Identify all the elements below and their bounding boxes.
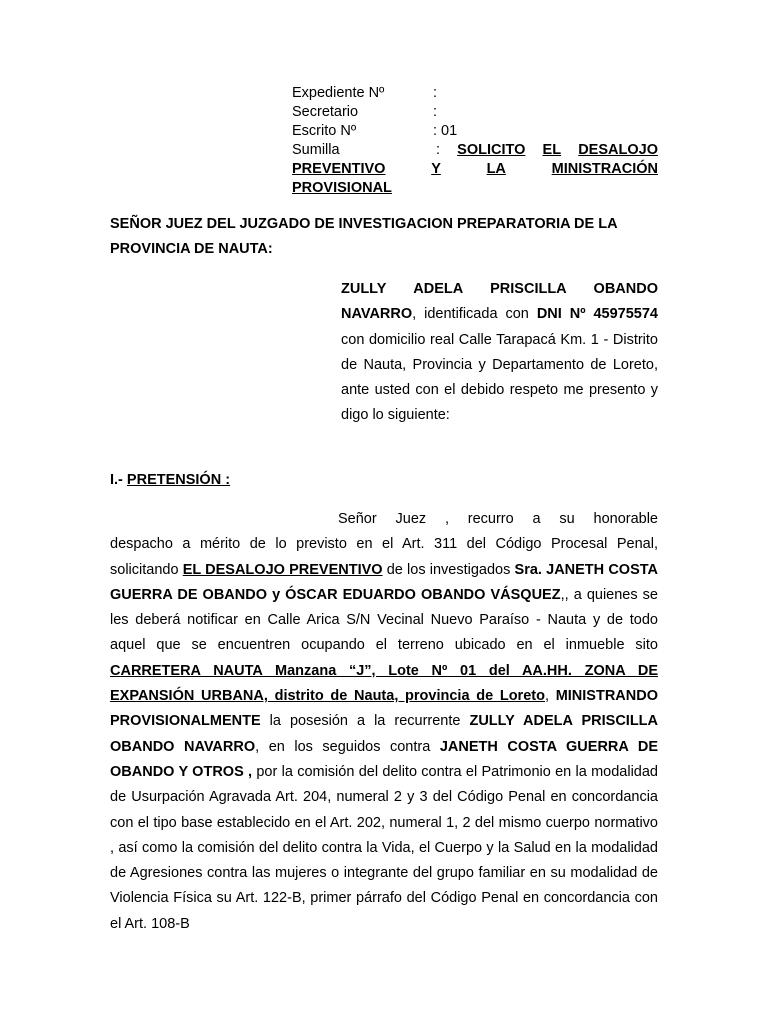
sumilla-word: LA xyxy=(486,161,506,177)
body-word: honorable xyxy=(593,511,658,527)
sumilla-word: SOLICITO xyxy=(457,142,526,158)
body-word: , xyxy=(444,511,449,527)
secretario-value: : xyxy=(433,104,438,120)
sumilla-word: PROVISIONAL xyxy=(292,180,392,196)
section-number: I.- xyxy=(110,472,123,488)
name-word: OBANDO xyxy=(593,281,658,297)
sumilla-colon: : xyxy=(436,142,441,158)
escrito-label: Escrito Nº xyxy=(292,123,357,139)
secretario-row xyxy=(292,103,658,122)
name-surname: NAVARRO xyxy=(341,306,413,323)
section-heading xyxy=(110,470,230,490)
escrito-row xyxy=(292,122,658,141)
sumilla-word: MINISTRACIÓN xyxy=(551,161,658,177)
name-word: PRISCILLA xyxy=(490,281,567,297)
sumilla-value-line-2 xyxy=(292,160,658,179)
body-word: Señor xyxy=(338,511,377,527)
sumilla-value-line-3 xyxy=(292,179,658,198)
secretario-label: Secretario xyxy=(292,104,359,120)
property-address: CARRETERA NAUTA Manzana “J”, Lote Nº 01 del AA.HH. ZONA DE EXPANSIÓN URBANA, distrito de Nauta, provincia de Loreto xyxy=(110,662,658,705)
desalojo-emphasis: EL DESALOJO PREVENTIVO xyxy=(182,561,383,578)
dni-number: DNI Nº 45975574 xyxy=(536,306,658,323)
name-word: ZULLY xyxy=(341,281,387,297)
sumilla-word: Y xyxy=(431,161,441,177)
intro-text: con domicilio real Calle Tarapacá Km. 1 - Distrito de Nauta, Provincia y Departamento de Loreto, ante usted con el debido respeto me presento y digo lo siguiente: xyxy=(341,331,658,424)
body-text-run: por la comisión del delito contra el Patrimonio en la modalidad de Usurpación Agravada Art. 204, numeral 2 y 3 del Código Penal en concordancia con el tipo base establecido en el Art. 202, numeral 1, 2 del mismo cuerpo normativo , así como la comisión del delito contra la Vida, el Cuerpo y la Salud en la modalidad de Agresiones contra las mujeres o integrante del grupo familiar en su modalidad de Violencia Física su Art. 122-B, primer párrafo del Código Penal en concordancia con el Art. 108-B xyxy=(110,763,658,932)
sumilla-label: Sumilla xyxy=(292,142,340,158)
body-word: su xyxy=(559,511,575,527)
body-text-run: , en los seguidos contra xyxy=(255,738,440,755)
sumilla-value-line-1 xyxy=(433,141,658,160)
body-word: Juez xyxy=(395,511,427,527)
body-text-run: ,, a quienes se les deberá notificar en Calle Arica S/N Vecinal Nuevo Paraíso - Nauta y de todo aquel que se encuentren ocupando el terreno ubicado en el inmueble sito xyxy=(110,586,658,654)
expediente-row xyxy=(292,84,658,103)
expediente-label: Expediente Nº xyxy=(292,85,385,101)
ministrando-emphasis: MINISTRANDO PROVISIONALMENTE xyxy=(110,688,658,730)
sumilla-word: DESALOJO xyxy=(578,142,658,158)
introduction-paragraph xyxy=(341,277,658,429)
case-header xyxy=(292,84,658,198)
intro-rest xyxy=(341,302,658,428)
name-word: ADELA xyxy=(413,281,464,297)
sumilla-word: PREVENTIVO xyxy=(292,161,386,177)
sumilla-row xyxy=(292,141,658,160)
body-text-run: la posesión a la recurrente xyxy=(260,713,470,730)
body-text-run: , xyxy=(544,688,556,705)
body-paragraph xyxy=(110,507,658,937)
section-title: PRETENSIÓN : xyxy=(126,472,231,488)
body-text xyxy=(110,532,658,937)
body-word: a xyxy=(532,511,541,527)
intro-text: , identificada con xyxy=(412,306,537,323)
intro-first-line xyxy=(341,277,658,302)
body-word: recurro xyxy=(467,511,514,527)
body-first-line xyxy=(110,507,658,532)
defendants-short: JANETH COSTA GUERRA DE OBANDO Y OTROS , xyxy=(110,738,658,780)
addressee-heading: SEÑOR JUEZ DEL JUZGADO DE INVESTIGACION PREPARATORIA DE LA PROVINCIA DE NAUTA: xyxy=(110,216,618,257)
body-text-run: despacho a mérito de lo previsto en el Art. 311 del Código Procesal Penal, solicitando xyxy=(110,536,658,578)
body-text-run: de los investigados xyxy=(382,561,515,578)
escrito-value: : 01 xyxy=(433,123,458,139)
defendants-names: Sra. JANETH COSTA GUERRA DE OBANDO y ÓSCAR EDUARDO OBANDO VÁSQUEZ xyxy=(110,561,658,603)
applicant-name: ZULLY ADELA PRISCILLA OBANDO NAVARRO xyxy=(110,713,658,755)
expediente-value: : xyxy=(433,85,438,101)
sumilla-word: EL xyxy=(542,142,562,158)
